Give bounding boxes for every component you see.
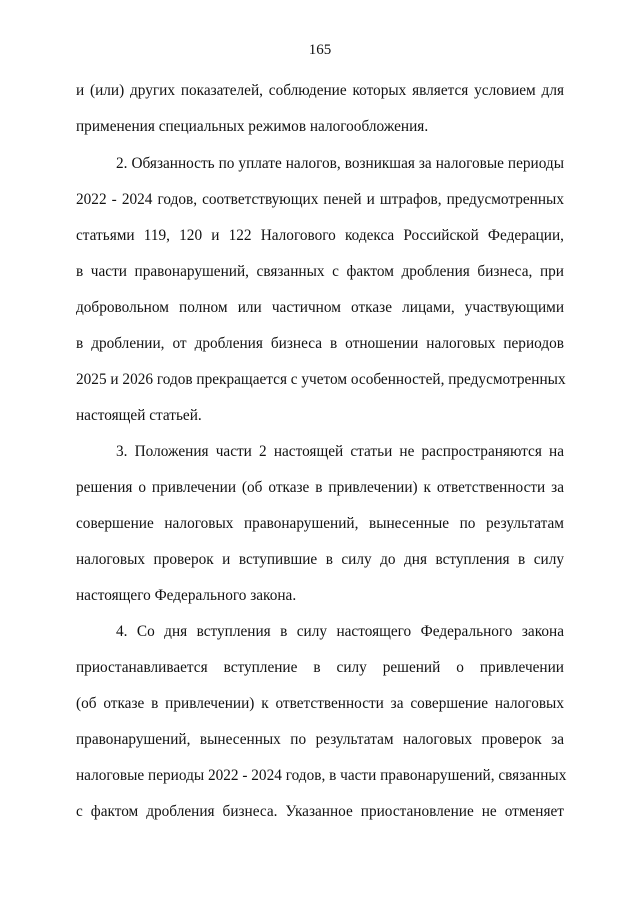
text-line: с фактом дробления бизнеса. Указанное приостановление не отменяет: [76, 803, 564, 820]
page-number: 165: [308, 42, 332, 58]
text-line: (об отказе в привлечении) к ответственности за совершение налоговых: [76, 695, 564, 712]
text-line: и (или) других показателей, соблюдение которых является условием для: [76, 82, 564, 99]
text-line: правонарушений, вынесенных по результатам налоговых проверок за: [76, 731, 564, 748]
text-line: статьями 119, 120 и 122 Налогового кодекса Российской Федерации,: [76, 227, 564, 244]
text-line: настоящей статьей.: [76, 407, 202, 424]
text-line: совершение налоговых правонарушений, вынесенные по результатам: [76, 515, 564, 532]
text-line: применения специальных режимов налогообложения.: [76, 118, 429, 135]
text-line: приостанавливается вступление в силу решений о привлечении: [76, 659, 564, 676]
text-line: добровольном полном или частичном отказе лицами, участвующими: [76, 299, 564, 316]
text-line: 2025 и 2026 годов прекращается с учетом особенностей, предусмотренных: [76, 371, 566, 388]
paragraph-4-first-line: 4. Со дня вступления в силу настоящего Федерального закона: [116, 623, 564, 640]
text-line: налоговых проверок и вступившие в силу до дня вступления в силу: [76, 551, 564, 568]
text-line: решения о привлечении (об отказе в привлечении) к ответственности за: [76, 479, 564, 496]
paragraph-2-first-line: 2. Обязанность по уплате налогов, возникшая за налоговые периоды: [116, 155, 564, 172]
text-line: в части правонарушений, связанных с фактом дробления бизнеса, при: [76, 263, 564, 280]
text-line: налоговые периоды 2022 - 2024 годов, в части правонарушений, связанных: [76, 767, 567, 784]
paragraph-3-first-line: 3. Положения части 2 настоящей статьи не распространяются на: [116, 443, 564, 460]
text-line: в дроблении, от дробления бизнеса в отношении налоговых периодов: [76, 335, 564, 352]
text-line: настоящего Федерального закона.: [76, 587, 297, 604]
text-line: 2022 - 2024 годов, соответствующих пеней и штрафов, предусмотренных: [76, 191, 564, 208]
